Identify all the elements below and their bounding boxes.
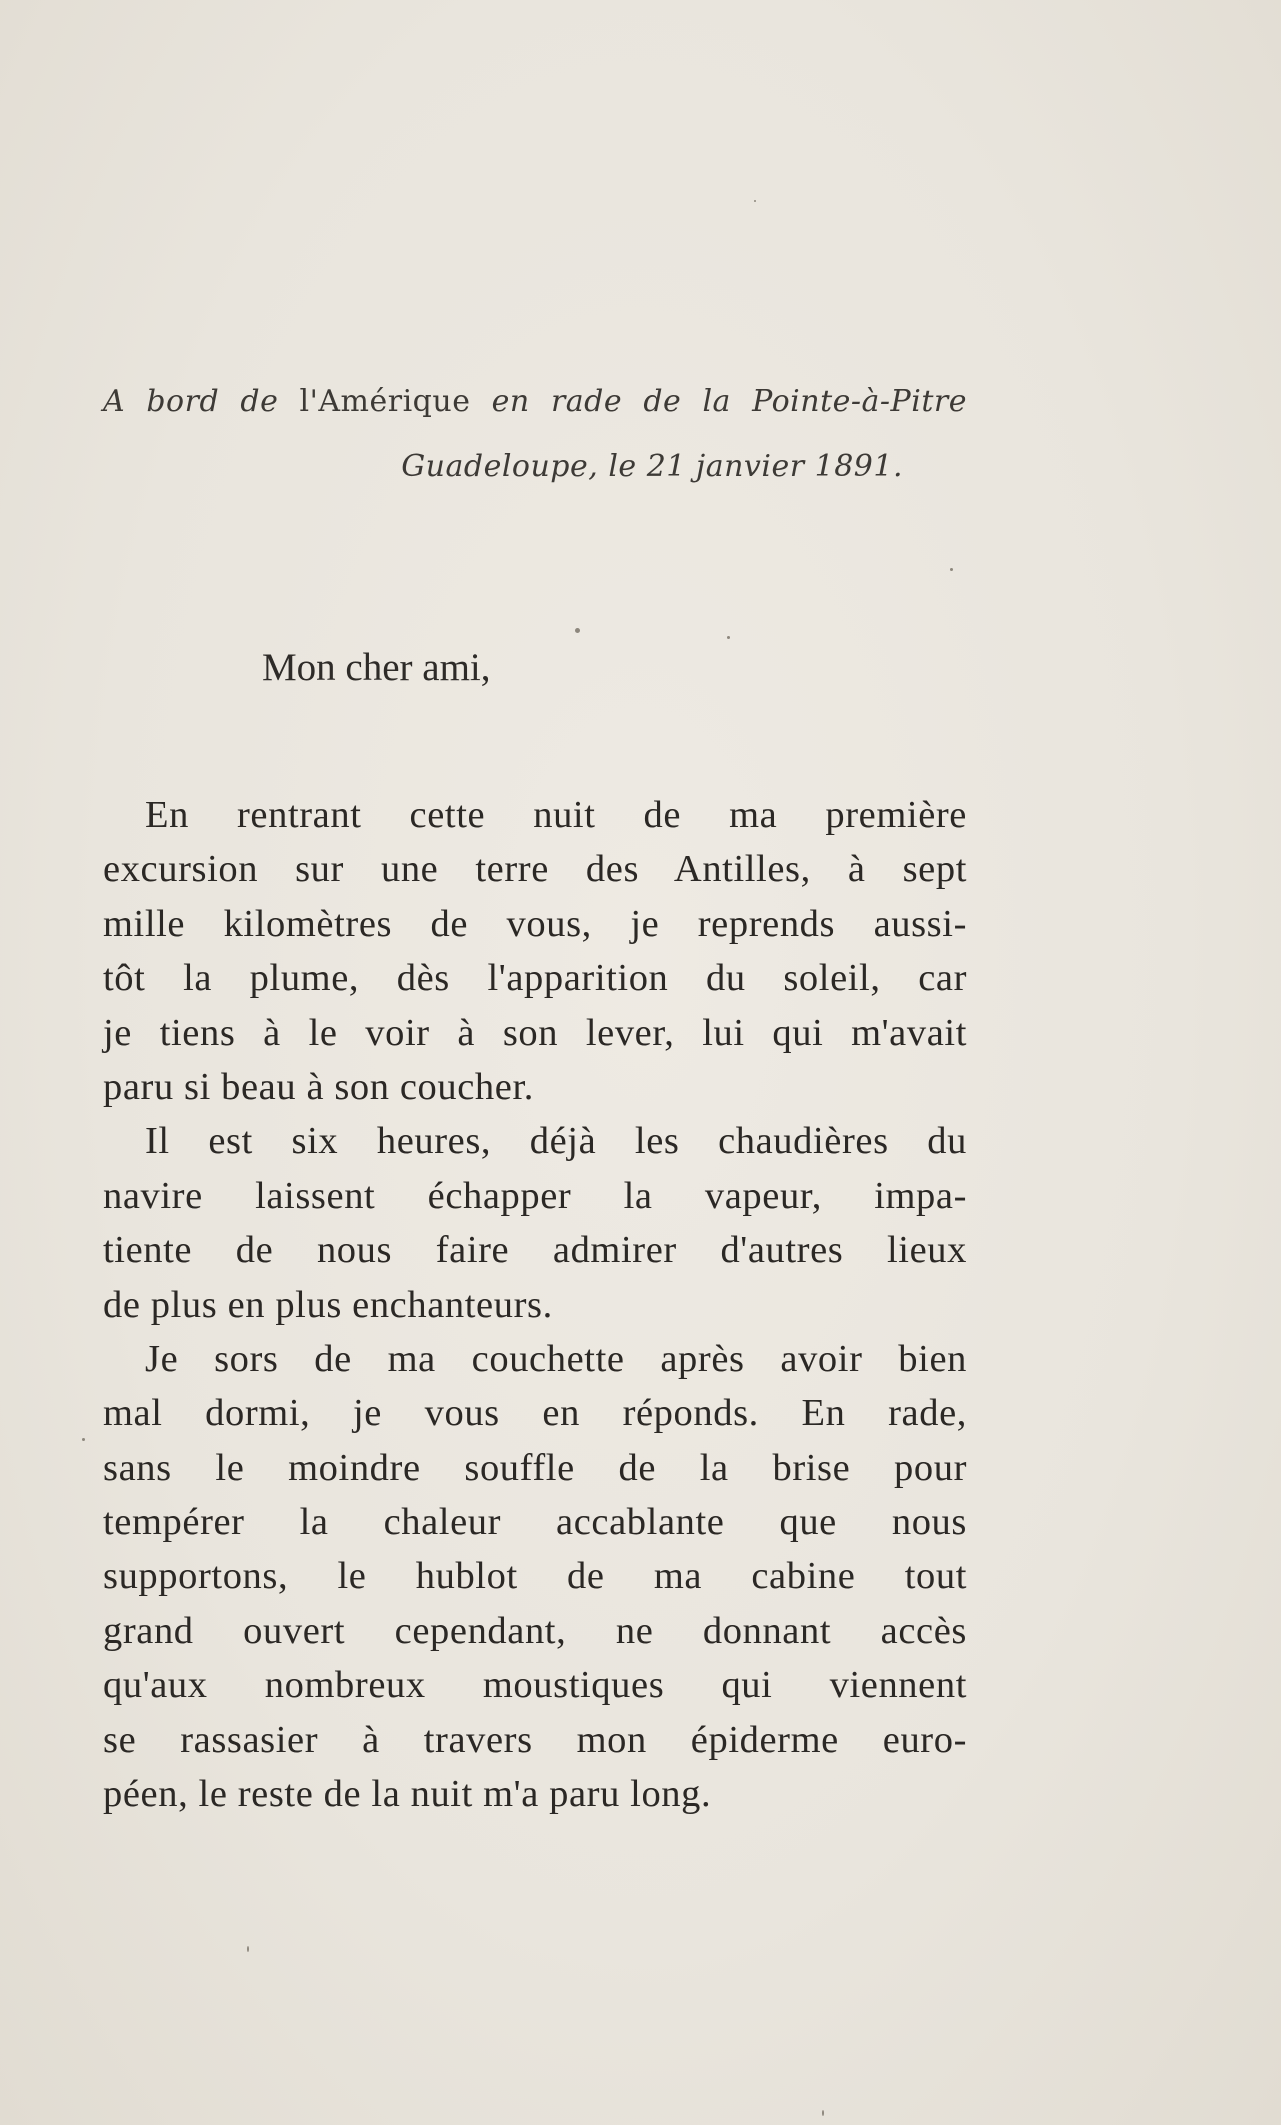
- dateline-prefix: A bord de: [103, 384, 279, 419]
- text-line: Il est six heures, déjà les chaudières du: [145, 1120, 967, 1163]
- text-line: mille kilomètres de vous, je reprends aussi-: [103, 902, 967, 945]
- paper-speck: [247, 1946, 249, 1952]
- paper-speck: [575, 628, 580, 633]
- paper-speck: [754, 200, 756, 202]
- text-line: tôt la plume, dès l'apparition du soleil, car: [103, 957, 967, 1000]
- text-line: Je sors de ma couchette après avoir bien: [145, 1337, 967, 1380]
- text-line: paru si beau à son coucher.: [103, 1065, 534, 1108]
- text-line: sans le moindre souffle de la brise pour: [103, 1446, 967, 1489]
- letter-body: [103, 788, 967, 1821]
- text-line: qu'aux nombreux moustiques qui viennent: [103, 1664, 967, 1707]
- ship-name: l'Amérique: [299, 384, 471, 419]
- text-line: excursion sur une terre des Antilles, à sept: [103, 848, 967, 891]
- text-line: tempérer la chaleur accablante que nous: [103, 1501, 967, 1544]
- text-line: mal dormi, je vous en réponds. En rade,: [103, 1392, 967, 1435]
- text-line: de plus en plus enchanteurs.: [103, 1283, 553, 1326]
- text-line: je tiens à le voir à son lever, lui qui m'avait: [103, 1011, 967, 1054]
- text-line: tiente de nous faire admirer d'autres lieux: [103, 1229, 967, 1272]
- text-line: supportons, le hublot de ma cabine tout: [103, 1555, 967, 1598]
- paper-speck: [727, 636, 730, 639]
- text-line: En rentrant cette nuit de ma première: [145, 794, 967, 836]
- text-line: grand ouvert cependant, ne donnant accès: [103, 1609, 967, 1652]
- paper-speck: [950, 568, 953, 571]
- dateline-location: en rade de la Pointe-à-Pitre: [491, 384, 967, 419]
- paper-speck: [82, 1438, 85, 1441]
- text-line: navire laissent échapper la vapeur, impa-: [103, 1174, 967, 1217]
- letter-salutation: Mon cher ami,: [262, 646, 491, 689]
- dateline-date: Guadeloupe, le 21 janvier 1891.: [401, 449, 903, 484]
- text-line: se rassasier à travers mon épiderme euro-: [103, 1718, 967, 1761]
- text-line: péen, le reste de la nuit m'a paru long.: [103, 1773, 712, 1816]
- paper-speck: [822, 2110, 824, 2116]
- dateline-place: [103, 384, 967, 419]
